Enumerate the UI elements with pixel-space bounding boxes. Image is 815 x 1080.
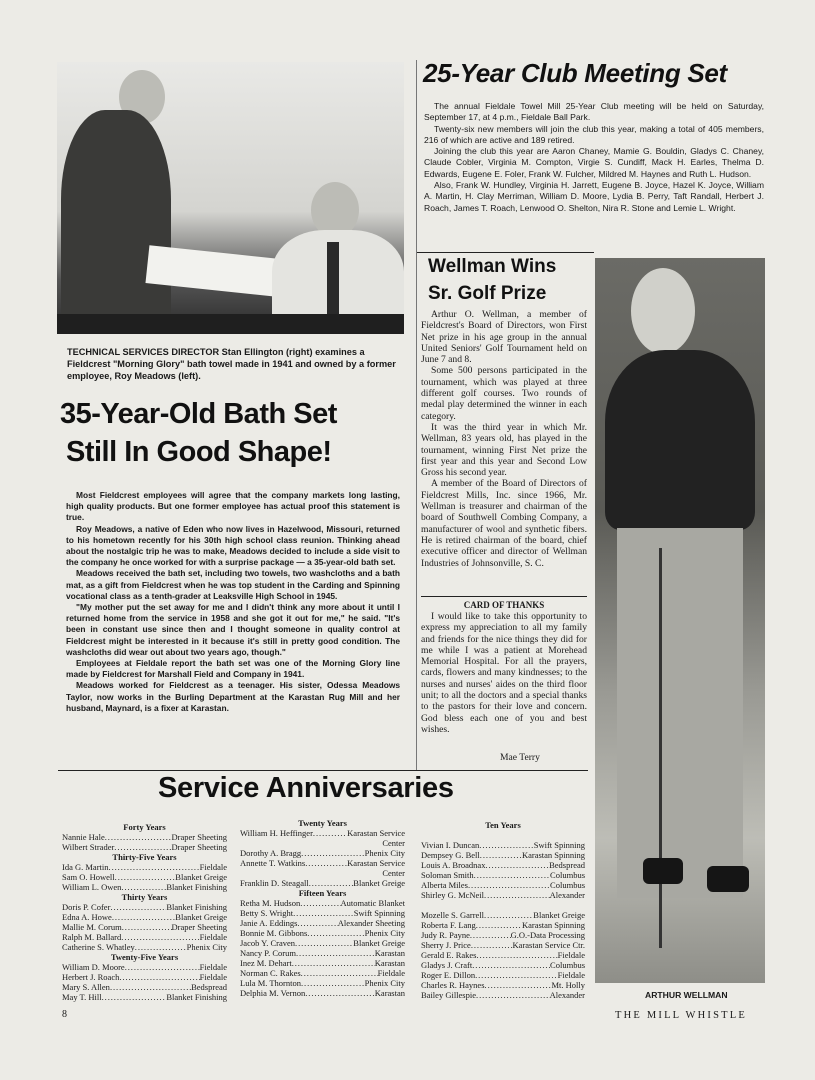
leader-dots [480,850,522,860]
employee-name: Vivian I. Duncan [421,840,480,850]
service-group-heading: Fifteen Years [298,888,347,898]
service-entry [62,882,227,892]
service-entry [421,840,585,850]
employee-location: Fieldale [557,970,585,980]
person-head [631,268,695,354]
service-entry [421,910,585,920]
employee-name: Ralph M. Ballard [62,932,122,942]
employee-name: Janie A. Eddings [240,918,298,928]
necktie [327,242,339,322]
leader-dots [301,978,365,988]
service-entry [62,912,227,922]
leader-dots [115,872,176,882]
person-shirt [605,350,755,530]
bath-paragraph: Most Fieldcrest employees will agree that the company markets long lasting, high quality products. But one former employee has actual proof this statement is true. [66,490,400,523]
leader-dots [484,890,550,900]
leader-dots [313,828,347,838]
employee-name: Doris P. Cofer [62,902,111,912]
service-entry [421,970,585,980]
leader-dots [309,878,354,888]
employee-location: Alexander [549,890,585,900]
service-entry [240,908,405,918]
employee-location: Alexander Sheeting [337,918,405,928]
employee-name: Herbert J. Roach [62,972,120,982]
employee-name: Mallie M. Corum [62,922,122,932]
thanks-signature: Mae Terry [500,752,540,763]
employee-location: Phenix City [364,848,405,858]
person-trousers [617,528,743,898]
employee-name: Bonnie M. Gibbons [240,928,308,938]
employee-name: Edna A. Howe [62,912,112,922]
service-entry [240,918,405,928]
leader-dots [293,908,354,918]
club-article [424,101,764,214]
employee-location: G.O.-Data Processing [510,930,585,940]
service-entry [421,930,585,940]
club-paragraph: The annual Fieldale Towel Mill 25-Year Club meeting will be held on Saturday, September 17, at 4 p.m., Fieldale Ball Park. [424,101,764,123]
leader-dots [305,858,347,868]
employee-name: Soloman Smith [421,870,474,880]
service-entry [62,872,227,882]
employee-location: Columbus [550,880,585,890]
service-entry [240,988,405,998]
service-entry [62,972,227,982]
service-entry [421,950,585,960]
person-left-figure [61,110,171,334]
employee-location: Karastan [374,948,405,958]
service-entry [240,878,405,888]
employee-name: Catherine S. Whatley [62,942,135,952]
service-entry [240,938,405,948]
leader-dots [121,932,199,942]
employee-location: Bedspread [549,860,585,870]
employee-location: Karastan Service Ctr. [512,940,585,950]
employee-name: Alberta Miles [421,880,468,890]
employee-name: Retha M. Hudson [240,898,301,908]
service-entry [62,842,227,852]
service-entry [421,850,585,860]
employee-name: Sherry J. Price [421,940,471,950]
employee-name: May T. Hill [62,992,102,1002]
service-entry [240,828,405,838]
leader-dots [292,958,375,968]
service-entry [421,960,585,970]
bath-headline-line1: 35-Year-Old Bath Set [60,398,337,430]
service-column-2 [240,818,405,998]
employee-name: Charles R. Haynes [421,980,485,990]
employee-location: Automatic Blanket [340,898,405,908]
golf-headline-line2: Sr. Golf Prize [428,283,547,304]
employee-location: Swift Spinning [353,908,405,918]
leader-dots [114,842,171,852]
leader-dots [476,990,550,1000]
leader-dots [119,972,199,982]
service-entry [421,880,585,890]
employee-location: Karastan Service [347,858,405,868]
photo-arthur-wellman [595,258,765,983]
leader-dots [295,938,353,948]
employee-name: Delphia M. Vernon [240,988,306,998]
employee-name: William H. Heffinger [240,828,313,838]
leader-dots [476,920,522,930]
employee-location: Phenix City [364,928,405,938]
employee-name: Judy R. Payne [421,930,470,940]
column-rule [416,60,417,770]
employee-location: Mt. Holly [551,980,585,990]
golf-paragraph: A member of the Board of Directors of Fieldcrest Mills, Inc. since 1966, Mr. Wellman is treasurer and chairman of the board of Southwell Combing Company, a manufacturer of wool and synthetic fibers. He is retired chairman of the board, chief executive officer and director of Wellman Industries of Johnsonville, S. C. [421,478,587,569]
club-headline: 25-Year Club Meeting Set [423,58,727,88]
leader-dots [125,962,200,972]
employee-location: Karastan Spinning [521,920,585,930]
golf-article [421,309,587,569]
service-entry [62,922,227,932]
employee-name: Mary S. Allen [62,982,110,992]
employee-name: Lula M. Thornton [240,978,301,988]
employee-location: Blanket Finishing [166,882,227,892]
photo-meadows-ellington [57,62,404,334]
service-entry [62,832,227,842]
service-entry [421,890,585,900]
service-entry [240,858,405,868]
employee-name: Dempsey G. Bell [421,850,480,860]
employee-location: Columbus [550,960,585,970]
thanks-body [421,611,587,735]
service-column-1 [62,822,227,1002]
employee-name: Franklin D. Steagall [240,878,309,888]
employee-name: Betty S. Wright [240,908,294,918]
employee-location: Fieldale [199,972,227,982]
leader-dots [112,912,175,922]
employee-name: Roberta F. Lang [421,920,476,930]
leader-dots [121,882,166,892]
golf-club [659,548,662,948]
leader-dots [305,988,375,998]
golf-headline-line1: Wellman Wins [428,256,557,277]
service-entry [421,860,585,870]
service-group-heading: Ten Years [485,820,521,830]
photo1-caption: TECHNICAL SERVICES DIRECTOR Stan Ellington (right) examines a Fieldcrest "Morning Glory" bath towel made in 1941 and owned by a former employee, Roy Meadows (left). [67,347,396,381]
bath-paragraph: Roy Meadows, a native of Eden who now lives in Hazelwood, Missouri, returned to his hometown recently for his 30th high school class reunion. Thinking ahead about the nostalgic trip he was to make, Meadows decided to include a side visit to the company he once worked for with a surprise package — a 35-year-old bath set. [66,523,400,568]
employee-location: Blanket Finishing [166,992,227,1002]
employee-location: Blanket Greige [175,912,227,922]
employee-name: Roger E. Dillon [421,970,476,980]
employee-location: Alexander [549,990,585,1000]
service-group-heading: Twenty Years [298,818,347,828]
leader-dots [470,930,511,940]
employee-location: Karastan Spinning [521,850,585,860]
service-entry [62,942,227,952]
leader-dots [307,928,364,938]
employee-name: Nancy P. Corum [240,948,296,958]
shoe [643,858,683,884]
service-entry [62,902,227,912]
employee-location: Swift Spinning [533,840,585,850]
service-entry [62,962,227,972]
service-entry [421,980,585,990]
leader-dots [110,902,166,912]
employee-location: Fieldale [199,862,227,872]
service-spacer [421,830,585,840]
employee-location: Phenix City [186,942,227,952]
service-entry [240,948,405,958]
service-column-3 [421,820,585,1000]
employee-location-cont: Center [382,838,405,848]
shoe [707,866,749,892]
employee-location: Draper Sheeting [171,842,227,852]
service-entry [62,992,227,1002]
masthead: THE MILL WHISTLE [615,1010,748,1021]
thanks-paragraph: I would like to take this opportunity to express my appreciation to all my family and friends for the nice things they did for me while I was a patient at Morehead Memorial Hospital. For all the prayers, cards, flowers and many kindnesses; to the nurses and nurses' aides on the third floor unit; to all the doctors and a special thanks to the pastors for their love and concern. God bless each one of you and best wishes. [421,611,587,735]
leader-dots [300,898,340,908]
leader-dots [485,860,549,870]
employee-name: Mozelle S. Garrell [421,910,485,920]
employee-name: Jacob Y. Craven [240,938,296,948]
divider-rule [58,770,588,771]
employee-location: Blanket Finishing [166,902,227,912]
service-entry [240,928,405,938]
bath-paragraph: Employees at Fieldale report the bath set was one of the Morning Glory line made by Fieldcrest for Marshall Field and Company in 1941. [66,658,400,680]
bath-paragraph: Meadows worked for Fieldcrest as a teenager. His sister, Odessa Meadows Taylor, now works in the Burling Department at the Karastan Rug Mill and her husband, Maynard, is a fixer at Karastan. [66,680,400,713]
leader-dots [122,922,172,932]
employee-location: Draper Sheeting [171,832,227,842]
employee-location: Fieldale [377,968,405,978]
leader-dots [479,840,533,850]
service-entry [240,978,405,988]
employee-name: William L. Owen [62,882,122,892]
service-group-heading: Thirty Years [121,892,168,902]
employee-location: Blanket Greige [175,872,227,882]
service-entry [421,990,585,1000]
leader-dots [296,948,375,958]
employee-name: Inez M. Dehart [240,958,292,968]
service-spacer [421,900,585,910]
leader-dots [301,848,364,858]
employee-name: William D. Moore [62,962,125,972]
employee-name: Gladys J. Craft [421,960,473,970]
divider-rule [421,596,587,597]
leader-dots [474,870,550,880]
employee-location: Columbus [550,870,585,880]
employee-location: Fieldale [199,962,227,972]
leader-dots [135,942,187,952]
service-group-heading: Forty Years [123,822,166,832]
bath-paragraph: Meadows received the bath set, including two towels, two washcloths and a bath mat, as a gift from Fieldcrest when he was top student in the Carding and Spinning vocational class as a tenth-grader at Leaksville High School in 1945. [66,568,400,601]
divider-rule [416,252,594,253]
leader-dots [476,950,557,960]
leader-dots [471,940,513,950]
employee-location: Blanket Greige [533,910,585,920]
thanks-title: CARD OF THANKS [463,600,545,610]
employee-name: Dorothy A. Bragg [240,848,302,858]
leader-dots [110,982,191,992]
employee-name: Louis A. Broadnax [421,860,486,870]
club-paragraph: Also, Frank W. Hundley, Virginia H. Jarrett, Eugene B. Joyce, Hazel K. Joyce, William A. Martin, H. Clay Merriman, William D. Moore, Lydia B. Perry, Taft Randall, Herbert J. Roach, James T. Roach, Lenwood O. Shelton, Nira R. Stone and Lemie L. Wright. [424,180,764,213]
employee-name: Bailey Gillespie [421,990,477,1000]
employee-name: Norman C. Rakes [240,968,301,978]
golf-paragraph: Some 500 persons participated in the tournament, which was played at three different golf courses. Two rounds of medal play determined the winner in each category. [421,365,587,422]
bath-headline-line2: Still In Good Shape! [66,436,332,468]
bath-paragraph: "My mother put the set away for me and I didn't think any more about it until I returned home from the service in 1958 and she got it out for me," he said. "It's been in constant use since then and I thought someone in quality control at Fieldcrest might be interested in it because it's still in pretty good condition. The washcloths did wear out about two years ago, though." [66,602,400,657]
service-entry [240,958,405,968]
employee-name: Wilbert Strader [62,842,115,852]
employee-location: Karastan Service [347,828,405,838]
service-entry [62,932,227,942]
leader-dots [105,832,172,842]
employee-name: Ida G. Martin [62,862,109,872]
leader-dots [109,862,200,872]
bath-article [66,490,400,714]
golf-paragraph: Arthur O. Wellman, a member of Fieldcrest's Board of Directors, won First Net prize in his age group in the annual United Seniors' Golf Tournament held on June 7 and 8. [421,309,587,366]
employee-name: Sam O. Howell [62,872,115,882]
employee-location: Draper Sheeting [171,922,227,932]
service-entry [62,982,227,992]
employee-location: Karastan [374,958,405,968]
employee-location: Blanket Greige [353,878,405,888]
employee-location: Fieldale [199,932,227,942]
employee-location: Blanket Greige [353,938,405,948]
golf-paragraph: It was the third year in which Mr. Wellman, 83 years old, has played in the tournament, winning First Net prize the first year and this year and Second Low Gross his second year. [421,421,587,479]
employee-location: Karastan [374,988,405,998]
employee-location: Bedspread [191,982,227,992]
employee-name: Shirley G. McNeil [421,890,485,900]
service-headline: Service Anniversaries [158,772,454,804]
service-entry [421,870,585,880]
club-paragraph: Twenty-six new members will join the club this year, making a total of 405 members, 216 of which are active and 189 retired. [424,123,764,145]
leader-dots [468,880,550,890]
employee-location: Phenix City [364,978,405,988]
service-entry [421,920,585,930]
leader-dots [301,968,378,978]
leader-dots [485,980,552,990]
leader-dots [472,960,550,970]
employee-location: Fieldale [557,950,585,960]
employee-location-cont: Center [382,868,405,878]
employee-name: Annette T. Watkins [240,858,306,868]
leader-dots [475,970,558,980]
leader-dots [102,992,167,1002]
leader-dots [484,910,533,920]
photo2-caption: ARTHUR WELLMAN [645,990,728,1000]
leader-dots [297,918,337,928]
service-group-heading: Thirty-Five Years [112,852,177,862]
service-entry [62,862,227,872]
service-entry [421,940,585,950]
service-group-heading: Twenty-Five Years [110,952,179,962]
desk [57,314,404,334]
employee-name: Gerald E. Rakes [421,950,477,960]
service-entry [240,898,405,908]
club-paragraph: Joining the club this year are Aaron Chaney, Mamie G. Bouldin, Gladys C. Chaney, Claude Cobler, Virginia M. Compton, Virgie S. Cundiff, Mack H. Earles, Thelma D. Edwards, Eugene E. Foler, Frank W. Fulcher, Mildred M. Haynes and Ruth L. Hudson. [424,146,764,179]
employee-name: Nannie Hale [62,832,105,842]
service-entry [240,968,405,978]
page-number: 8 [62,1009,67,1020]
service-entry [240,848,405,858]
